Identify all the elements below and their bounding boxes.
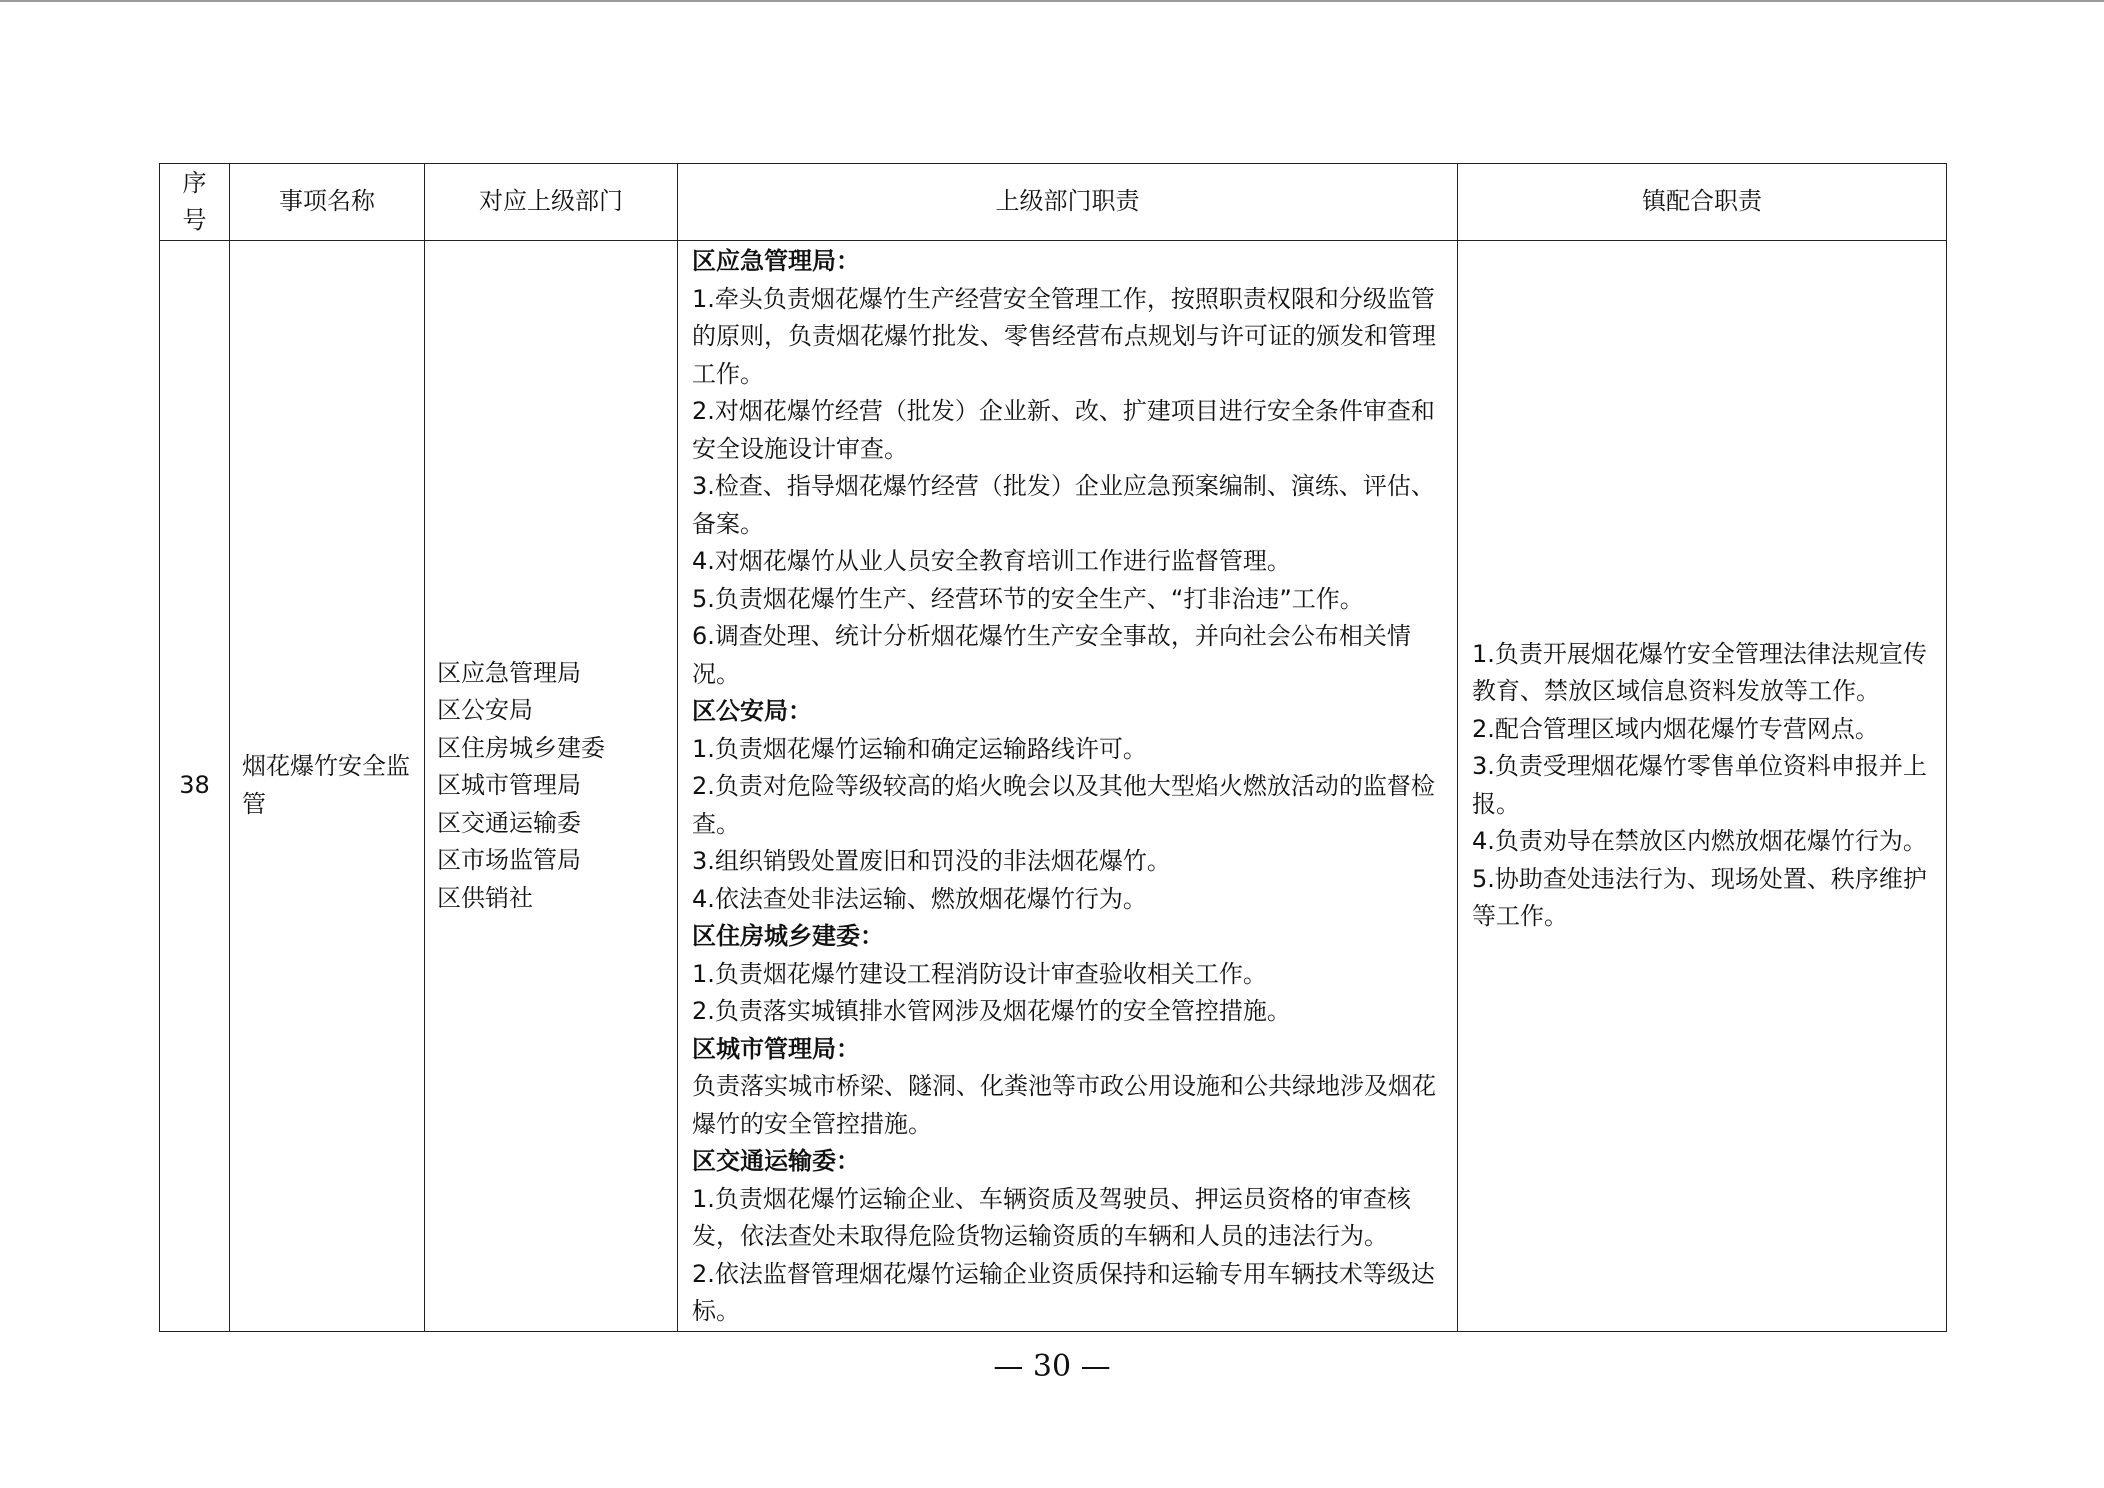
duty-item: 1.负责烟花爆竹运输企业、车辆资质及驾驶员、押运员资格的审查核发，依法查处未取得危险货物运输资质的车辆和人员的违法行为。 [692, 1184, 1411, 1250]
duty-item: 1.负责烟花爆竹建设工程消防设计审查验收相关工作。 [692, 959, 1267, 988]
duty-dept-heading: 区应急管理局： [692, 247, 860, 275]
dept-list-item: 区交通运输委 [437, 808, 581, 837]
duty-item: 2.负责落实城镇排水管网涉及烟花爆竹的安全管控措施。 [692, 997, 1291, 1025]
duty-item: 4.依法查处非法运输、燃放烟花爆竹行为。 [692, 884, 1147, 913]
header-superior-duties: 上级部门职责 [678, 164, 1458, 241]
page-top-rule [0, 0, 2104, 2]
header-seq-line2: 号 [182, 206, 207, 234]
duty-item: 3.组织销毁处置废旧和罚没的非法烟花爆竹。 [692, 847, 1171, 875]
duty-item: 4.对烟花爆竹从业人员安全教育培训工作进行监督管理。 [692, 547, 1291, 575]
town-duty-item: 3.负责受理烟花爆竹零售单位资料申报并上报。 [1472, 752, 1927, 818]
dept-list-item: 区公安局 [437, 696, 533, 724]
town-duty-item: 4.负责劝导在禁放区内燃放烟花爆竹行为。 [1472, 827, 1927, 856]
town-duty-item: 5.协助查处违法行为、现场处置、秩序维护等工作。 [1472, 864, 1927, 931]
duty-item: 5.负责烟花爆竹生产、经营环节的安全生产、“打非治违”工作。 [692, 584, 1364, 613]
duty-item: 2.对烟花爆竹经营（批发）企业新、改、扩建项目进行安全条件审查和安全设施设计审查。 [692, 397, 1435, 463]
duty-item: 3.检查、指导烟花爆竹经营（批发）企业应急预案编制、演练、评估、备案。 [692, 472, 1435, 538]
dept-list-item: 区住房城乡建委 [437, 733, 605, 762]
town-duty-item: 1.负责开展烟花爆竹安全管理法律法规宣传教育、禁放区域信息资料发放等工作。 [1472, 639, 1927, 706]
page-number: — 30 — [993, 1349, 1111, 1384]
header-superior-depts: 对应上级部门 [425, 164, 678, 241]
duty-table [159, 163, 1947, 1332]
row-item-name: 烟花爆竹安全监管 [230, 241, 425, 1332]
table-row [160, 241, 1947, 1332]
duty-dept-heading: 区城市管理局： [692, 1034, 860, 1063]
dept-list-item: 区供销社 [437, 883, 533, 912]
row-superior-depts [425, 241, 678, 1332]
header-seq [160, 164, 230, 241]
row-seq: 38 [160, 241, 230, 1332]
duty-item: 2.负责对危险等级较高的焰火晚会以及其他大型焰火燃放活动的监督检查。 [692, 772, 1435, 838]
duty-item: 1.负责烟花爆竹运输和确定运输路线许可。 [692, 734, 1147, 763]
header-row [160, 164, 1947, 241]
header-seq-line1: 序 [182, 168, 207, 197]
duty-item: 6.调查处理、统计分析烟花爆竹生产安全事故，并向社会公布相关情况。 [692, 622, 1411, 688]
dept-list-item: 区应急管理局 [437, 658, 581, 687]
dept-list-item: 区城市管理局 [437, 771, 581, 799]
town-duty-item: 2.配合管理区域内烟花爆竹专营网点。 [1472, 714, 1879, 743]
header-town-duties: 镇配合职责 [1458, 164, 1947, 241]
duty-item: 2.依法监督管理烟花爆竹运输企业资质保持和运输专用车辆技术等级达标。 [692, 1259, 1435, 1325]
header-item-name: 事项名称 [230, 164, 425, 241]
dept-list-item: 区市场监管局 [437, 846, 581, 874]
duty-dept-heading: 区交通运输委： [692, 1147, 860, 1175]
duty-dept-heading: 区公安局： [692, 697, 812, 725]
duty-dept-heading: 区住房城乡建委： [692, 922, 884, 950]
duty-item: 1.牵头负责烟花爆竹生产经营安全管理工作，按照职责权限和分级监管的原则，负责烟花爆竹批发、零售经营布点规划与许可证的颁发和管理工作。 [692, 284, 1436, 388]
row-superior-duties [678, 241, 1458, 1332]
row-town-duties [1458, 241, 1947, 1332]
duty-item: 负责落实城市桥梁、隧洞、化粪池等市政公用设施和公共绿地涉及烟花爆竹的安全管控措施。 [692, 1072, 1436, 1138]
